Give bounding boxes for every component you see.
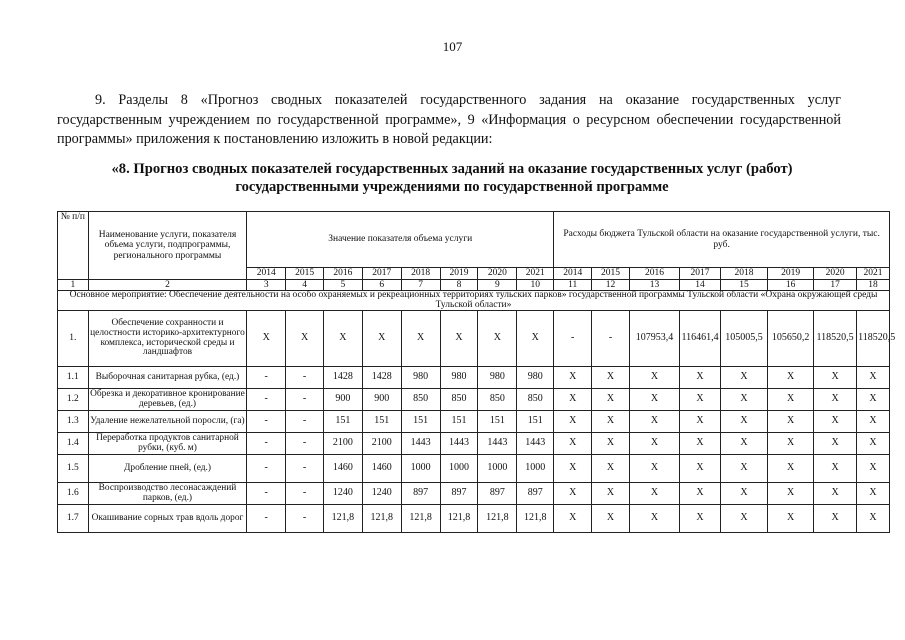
row-value: 121,8 [440,505,478,533]
row-value: 2100 [362,433,401,455]
row-value: - [286,455,324,483]
row-value: X [857,411,890,433]
row-number: 1. [58,311,89,367]
row-value: X [554,411,592,433]
row-value: X [323,311,362,367]
table-row [58,389,890,411]
header-column-number: 6 [362,279,401,291]
row-value: - [247,505,286,533]
header-volume-group: Значение показателя объема услуги [247,212,554,268]
row-value: X [768,483,814,505]
row-value: 1000 [478,455,517,483]
row-value: X [857,367,890,389]
row-value: 1428 [362,367,401,389]
row-value: - [592,311,630,367]
row-value: X [680,367,721,389]
header-column-number: 10 [517,279,554,291]
row-value: X [721,455,768,483]
row-value: X [478,311,517,367]
header-expense-group: Расходы бюджета Тульской области на оказание государственной услуги, тыс. руб. [554,212,890,268]
row-value: X [680,483,721,505]
row-value: X [721,433,768,455]
row-value: X [857,389,890,411]
header-column-number: 15 [721,279,768,291]
row-value: X [554,367,592,389]
header-year: 2021 [857,268,890,280]
header-column-number: 18 [857,279,890,291]
row-value: X [362,311,401,367]
row-value: X [814,505,857,533]
row-value: X [680,433,721,455]
row-value: 1443 [440,433,478,455]
row-value: X [857,505,890,533]
header-year: 2018 [401,268,440,280]
row-value: 897 [440,483,478,505]
row-value: - [247,433,286,455]
row-value: 1000 [401,455,440,483]
section-title: Основное мероприятие: Обеспечение деятельности на особо охраняемых и рекреационных территориях тульских парков» государственной программы Тульской области «Охрана окружающей среды Тульской области» [58,291,890,311]
header-column-number: 17 [814,279,857,291]
row-value: - [286,367,324,389]
row-value: 151 [362,411,401,433]
row-value: 1240 [362,483,401,505]
row-value: X [286,311,324,367]
row-value: X [629,433,679,455]
row-value: 850 [401,389,440,411]
row-value: X [629,389,679,411]
row-value: X [857,433,890,455]
row-value: 121,8 [362,505,401,533]
table-row [58,411,890,433]
row-value: X [592,505,630,533]
row-value: X [680,455,721,483]
row-value: 980 [440,367,478,389]
row-value: 1000 [440,455,478,483]
row-value: 897 [401,483,440,505]
row-value: - [286,411,324,433]
section-heading-line-1: «8. Прогноз сводных показателей государственных заданий на оказание государственных услуг (работ) [111,161,793,177]
row-value: 151 [517,411,554,433]
row-value: X [857,455,890,483]
table-column-numbers-row [58,279,890,291]
row-value: 116461,4 [680,311,721,367]
row-name: Выборочная санитарная рубка, (ед.) [88,367,247,389]
row-value: X [814,411,857,433]
intro-paragraph: 9. Разделы 8 «Прогноз сводных показателей государственного задания на оказание государственных услуг государственным учреждением по государственной программе», 9 «Информация о ресурсном обеспечении государственной программы» приложения к постановлению изложить в новой редакции: [57,92,841,147]
row-value: 897 [478,483,517,505]
row-value: - [247,367,286,389]
row-value: X [554,483,592,505]
header-column-number: 7 [401,279,440,291]
row-value: - [286,483,324,505]
row-value: 121,8 [517,505,554,533]
row-name: Воспроизводство лесонасаждений парков, (ед.) [88,483,247,505]
row-value: X [768,505,814,533]
row-value: 151 [401,411,440,433]
header-year: 2021 [517,268,554,280]
row-value: 151 [440,411,478,433]
row-value: X [592,455,630,483]
row-value: 105650,2 [768,311,814,367]
row-number: 1.1 [58,367,89,389]
header-column-number: 16 [768,279,814,291]
row-value: X [629,367,679,389]
table-row [58,455,890,483]
row-value: X [629,505,679,533]
table-row [58,505,890,533]
header-column-number: 4 [286,279,324,291]
row-value: X [721,483,768,505]
row-value: X [629,411,679,433]
row-value: 980 [401,367,440,389]
table-header-row [58,212,890,268]
row-value: X [592,433,630,455]
row-value: 107953,4 [629,311,679,367]
row-value: X [440,311,478,367]
row-value: 1460 [323,455,362,483]
row-value: - [247,411,286,433]
row-value: X [554,433,592,455]
header-column-number: 8 [440,279,478,291]
header-num: № п/п [58,212,89,280]
row-value: X [768,367,814,389]
row-value: X [680,505,721,533]
row-value: X [768,433,814,455]
row-value: 900 [323,389,362,411]
row-value: X [517,311,554,367]
row-value: X [554,389,592,411]
table-row [58,367,890,389]
row-number: 1.4 [58,433,89,455]
header-column-number: 12 [592,279,630,291]
row-value: X [680,389,721,411]
row-value: X [592,367,630,389]
row-value: X [554,505,592,533]
table-section-row [58,291,890,311]
row-value: 1240 [323,483,362,505]
row-value: X [592,483,630,505]
header-year: 2014 [247,268,286,280]
header-column-number: 1 [58,279,89,291]
row-name: Удаление нежелательной поросли, (га) [88,411,247,433]
row-value: 118520,5 [814,311,857,367]
row-value: 121,8 [478,505,517,533]
table-row [58,433,890,455]
row-value: X [721,389,768,411]
header-year: 2016 [629,268,679,280]
header-column-number: 3 [247,279,286,291]
row-value: X [592,389,630,411]
row-value: X [721,367,768,389]
row-value: X [401,311,440,367]
row-name: Окашивание сорных трав вдоль дорог [88,505,247,533]
row-value: - [247,389,286,411]
row-value: X [814,433,857,455]
row-value: X [592,411,630,433]
row-name: Обеспечение сохранности и целостности историко-архитектурного комплекса, исторической среды и ландшафтов [88,311,247,367]
row-name: Дробление пней, (ед.) [88,455,247,483]
header-column-number: 11 [554,279,592,291]
row-name: Обрезка и декоративное кронирование деревьев, (ед.) [90,388,245,409]
header-year: 2019 [440,268,478,280]
table-row [58,483,890,505]
row-value: 1428 [323,367,362,389]
row-value: X [721,411,768,433]
row-value: X [247,311,286,367]
row-value: 1000 [517,455,554,483]
section-heading [60,160,844,196]
row-value: 850 [478,389,517,411]
row-number: 1.7 [58,505,89,533]
section-heading-line-2: государственными учреждениями по государственной программе [235,179,669,195]
row-value: 980 [517,367,554,389]
header-year: 2020 [814,268,857,280]
row-number: 1.6 [58,483,89,505]
header-column-number: 13 [629,279,679,291]
row-number: 1.3 [58,411,89,433]
row-value: X [857,483,890,505]
row-value: X [554,455,592,483]
row-value: X [768,389,814,411]
row-value: X [768,411,814,433]
row-value: 850 [517,389,554,411]
row-value: - [286,389,324,411]
header-column-number: 5 [323,279,362,291]
table-row [58,311,890,367]
header-year: 2018 [721,268,768,280]
row-value: 105005,5 [721,311,768,367]
row-value: X [629,455,679,483]
row-value: - [286,433,324,455]
row-value: 1460 [362,455,401,483]
header-column-number: 14 [680,279,721,291]
row-value: 2100 [323,433,362,455]
row-value: X [768,455,814,483]
row-value: - [247,483,286,505]
header-year: 2014 [554,268,592,280]
header-column-number: 2 [88,279,247,291]
row-value: X [814,455,857,483]
row-value: 850 [440,389,478,411]
row-name: Переработка продуктов санитарной рубки, (куб. м) [88,433,247,455]
row-value: X [721,505,768,533]
header-year: 2020 [478,268,517,280]
header-year: 2015 [286,268,324,280]
row-value: 118520,5 [857,311,890,367]
header-year: 2016 [323,268,362,280]
row-value: 151 [478,411,517,433]
row-value: X [629,483,679,505]
row-value: 900 [362,389,401,411]
header-name: Наименование услуги, показателя объема услуги, подпрограммы, регионального программы [88,212,247,280]
row-value: X [814,483,857,505]
row-number: 1.5 [58,455,89,483]
row-value: 121,8 [401,505,440,533]
row-value: 1443 [401,433,440,455]
row-value: - [286,505,324,533]
row-value: 980 [478,367,517,389]
header-column-number: 9 [478,279,517,291]
row-value: 897 [517,483,554,505]
row-value: - [554,311,592,367]
header-year: 2015 [592,268,630,280]
row-number: 1.2 [58,389,89,411]
page-number: 107 [442,39,463,54]
indicators-table [57,211,896,533]
header-year: 2017 [680,268,721,280]
row-value: 151 [323,411,362,433]
row-value: X [814,367,857,389]
row-value: 121,8 [323,505,362,533]
row-value: X [680,411,721,433]
row-value: - [247,455,286,483]
row-value: X [814,389,857,411]
header-year: 2019 [768,268,814,280]
row-value: 1443 [478,433,517,455]
header-year: 2017 [362,268,401,280]
row-value: 1443 [517,433,554,455]
